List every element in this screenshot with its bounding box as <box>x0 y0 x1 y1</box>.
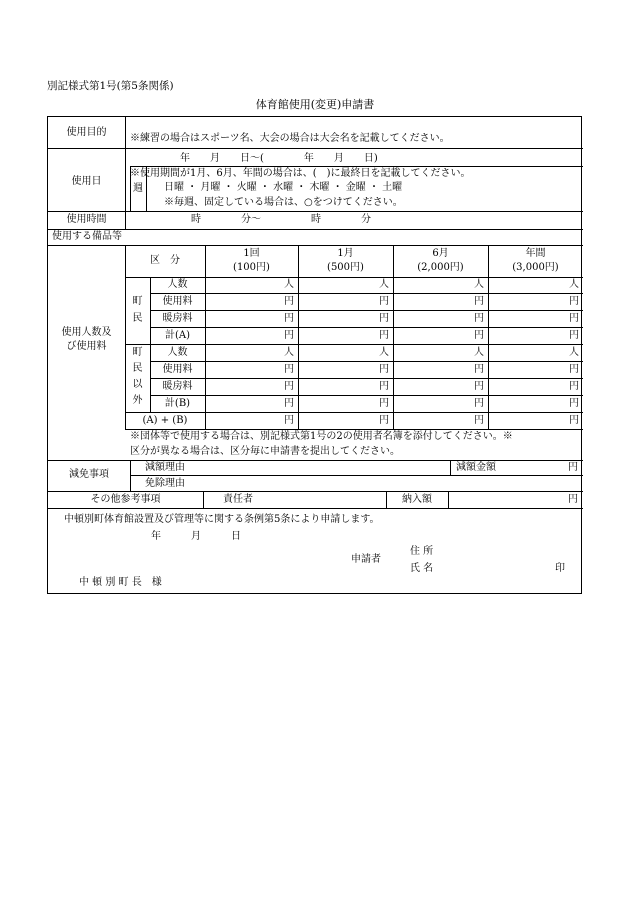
form-number: 別記様式第1号(第5条関係) <box>47 80 174 92</box>
unit-cell[interactable]: 円 <box>569 398 579 409</box>
unit-cell[interactable]: 円 <box>474 296 484 307</box>
resident-row-label: 使用料 <box>162 296 193 307</box>
unit-cell[interactable]: 円 <box>569 415 579 426</box>
exemption-reason-field[interactable]: 免除理由 <box>145 478 185 489</box>
unit-cell[interactable]: 円 <box>284 313 294 324</box>
nonresident-row-label: 暖房料 <box>162 381 193 392</box>
fees-label-line2: び使用料 <box>66 341 107 352</box>
unit-cell[interactable]: 人 <box>379 347 389 358</box>
col-year-price: (3,000円) <box>512 262 559 273</box>
unit-cell[interactable]: 円 <box>379 364 389 375</box>
other-notes-label: その他参考事項 <box>90 494 161 505</box>
unit-cell[interactable]: 円 <box>379 296 389 307</box>
resident-row-label: 人数 <box>167 279 188 290</box>
nonresident-row-label: 計(B) <box>164 398 191 409</box>
unit-cell[interactable]: 人 <box>474 279 484 290</box>
usage-date-label: 使用日 <box>71 176 102 187</box>
unit-cell[interactable]: 人 <box>284 279 294 290</box>
col-halfyear-name: 6月 <box>432 248 449 259</box>
fees-note-line2: 区分が異なる場合は、区分毎に申請書を提出してください。 <box>130 446 400 457</box>
applicant-label: 申請者 <box>351 554 381 565</box>
unit-cell[interactable]: 円 <box>474 330 484 341</box>
addressee: 中 頓 別 町 長 様 <box>79 577 162 588</box>
fees-label: 使用人数及 <box>61 327 112 338</box>
unit-cell[interactable]: 円 <box>284 296 294 307</box>
col-month-name: 1月 <box>337 248 354 259</box>
address-field[interactable]: 住 所 <box>410 546 434 557</box>
unit-cell[interactable]: 円 <box>379 415 389 426</box>
unit-cell[interactable]: 円 <box>569 364 579 375</box>
responsible-field[interactable]: 責任者 <box>223 494 253 505</box>
nonresident-row-label: 人数 <box>167 347 188 358</box>
usage-time-label: 使用時間 <box>66 214 107 225</box>
unit-cell[interactable]: 円 <box>379 381 389 392</box>
unit-cell[interactable]: 円 <box>474 364 484 375</box>
nonresident-group-label-2: 民 <box>132 363 143 374</box>
name-field[interactable]: 氏 名 <box>410 563 434 574</box>
nonresident-group-label-3: 以 <box>132 379 143 390</box>
col-once-name: 1回 <box>243 248 260 259</box>
unit-cell[interactable]: 円 <box>379 330 389 341</box>
unit-cell[interactable]: 円 <box>379 398 389 409</box>
unit-cell[interactable]: 円 <box>379 313 389 324</box>
col-once-price: (100円) <box>233 262 270 273</box>
fees-note: ※団体等で使用する場合は、別記様式第1号の2の使用者名簿を添付してください。※ <box>130 431 513 442</box>
unit-cell[interactable]: 人 <box>474 347 484 358</box>
unit-cell[interactable]: 円 <box>284 381 294 392</box>
unit-cell[interactable]: 円 <box>569 330 579 341</box>
weekday-options[interactable]: 日曜 ・ 月曜 ・ 火曜 ・ 水曜 ・ 木曜 ・ 金曜 ・ 土曜 <box>164 182 403 193</box>
page-title: 体育館使用(変更)申請書 <box>255 98 375 111</box>
resident-group-label: 町 <box>132 296 143 307</box>
paid-amount-label: 納入額 <box>402 494 432 505</box>
unit-cell[interactable]: 円 <box>284 398 294 409</box>
unit-cell[interactable]: 人 <box>569 347 579 358</box>
unit-cell[interactable]: 円 <box>474 381 484 392</box>
unit-cell[interactable]: 円 <box>284 364 294 375</box>
nonresident-group-label: 町 <box>132 347 143 358</box>
usage-time-field[interactable]: 時 分〜 時 分 <box>191 214 371 225</box>
unit-cell[interactable]: 円 <box>284 415 294 426</box>
col-year-name: 年間 <box>525 248 546 259</box>
reduction-amount-unit[interactable]: 円 <box>568 462 578 473</box>
equipment-label: 使用する備品等 <box>52 231 122 242</box>
weekday-note: ※毎週、固定している場合は、○をつけてください。 <box>164 197 403 208</box>
unit-cell[interactable]: 円 <box>474 398 484 409</box>
unit-cell[interactable]: 人 <box>379 279 389 290</box>
nonresident-group-label-4: 外 <box>132 395 143 406</box>
reduction-reason-field[interactable]: 減額理由 <box>145 462 185 473</box>
col-month-price: (500円) <box>327 262 364 273</box>
declaration-statement: 中頓別町体育館設置及び管理等に関する条例第5条により申請します。 <box>64 514 380 525</box>
unit-cell[interactable]: 人 <box>284 347 294 358</box>
purpose-label: 使用目的 <box>66 127 107 138</box>
purpose-note[interactable]: ※練習の場合はスポーツ名、大会の場合は大会名を記載してください。 <box>130 133 450 144</box>
col-halfyear-price: (2,000円) <box>417 262 464 273</box>
reduction-label: 減免事項 <box>69 469 109 480</box>
week-label: 週 <box>133 183 143 194</box>
usage-period-note: ※使用期間が1月、6月、年間の場合は、( )に最終日を記載してください。 <box>130 168 471 179</box>
reduction-amount-label: 減額金額 <box>456 462 496 473</box>
usage-date-field[interactable]: 年 月 日〜( 年 月 日) <box>180 153 378 164</box>
paid-amount-unit[interactable]: 円 <box>568 494 578 505</box>
unit-cell[interactable]: 円 <box>569 381 579 392</box>
unit-cell[interactable]: 円 <box>569 296 579 307</box>
unit-cell[interactable]: 円 <box>284 330 294 341</box>
seal-mark: 印 <box>555 563 565 574</box>
resident-group-label-2: 民 <box>132 313 143 324</box>
unit-cell[interactable]: 円 <box>474 415 484 426</box>
declaration-date[interactable]: 年 月 日 <box>151 531 241 542</box>
resident-row-label: 暖房料 <box>162 313 193 324</box>
application-form-table <box>47 116 582 594</box>
nonresident-row-label: 使用料 <box>162 364 193 375</box>
unit-cell[interactable]: 円 <box>474 313 484 324</box>
division-header: 区 分 <box>150 255 180 266</box>
unit-cell[interactable]: 人 <box>569 279 579 290</box>
unit-cell[interactable]: 円 <box>569 313 579 324</box>
resident-row-label: 計(A) <box>164 330 191 341</box>
total-row-label: (A) + (B) <box>142 415 188 426</box>
